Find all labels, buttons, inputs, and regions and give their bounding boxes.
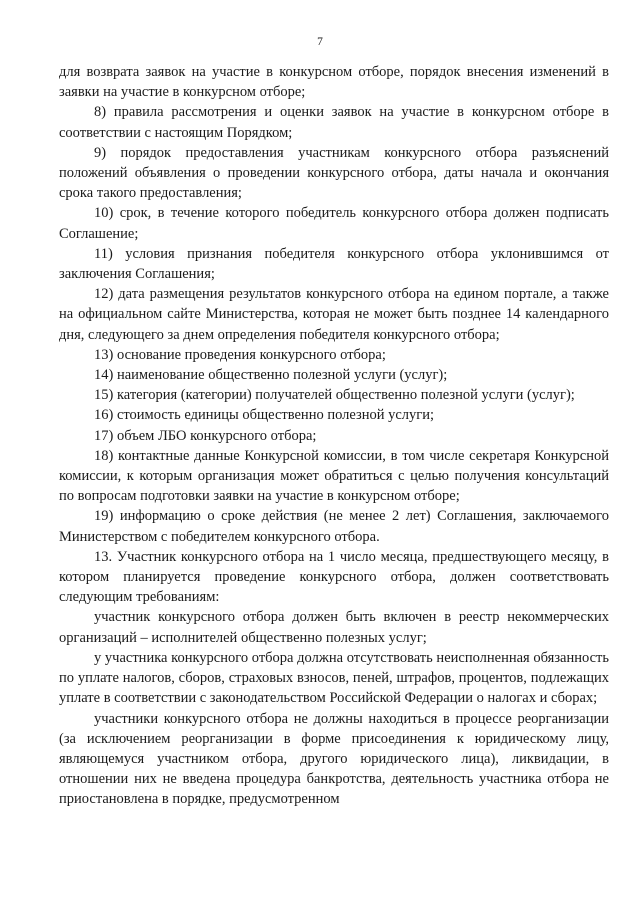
paragraph: участник конкурсного отбора должен быть включен в реестр некоммерческих организаций – исполнителей общественно полезных услуг; — [59, 609, 609, 646]
paragraph: 12) дата размещения результатов конкурсного отбора на едином портале, а также на официальном сайте Министерства, которая не может быть позднее 14 календарного дня, следующего за днем определения победителя конкурсного отбора; — [59, 286, 609, 343]
paragraph: 14) наименование общественно полезной услуги (услуг); — [94, 367, 448, 384]
paragraph: 10) срок, в течение которого победитель конкурсного отбора должен подписать Соглашение; — [59, 205, 609, 242]
paragraph: 18) контактные данные Конкурсной комиссии, в том числе секретаря Конкурсной комиссии, к которым организация может обратиться с целью получения консультаций по вопросам подготовки заявки на участие в конкурсном отборе; — [59, 447, 609, 505]
paragraph: 15) категория (категории) получателей общественно полезной услуги (услуг); — [94, 387, 575, 404]
paragraph: 13. Участник конкурсного отбора на 1 число месяца, предшествующего месяцу, в котором планируется проведение конкурсного отбора, должен соответствовать следующим требованиям: — [59, 548, 609, 606]
paragraph: 19) информацию о сроке действия (не менее 2 лет) Соглашения, заключаемого Министерством с победителем конкурсного отбора. — [59, 508, 609, 545]
page-number: 7 — [317, 36, 323, 48]
paragraph: 16) стоимость единицы общественно полезной услуги; — [94, 407, 435, 424]
paragraph: у участника конкурсного отбора должна отсутствовать неисполненная обязанность по уплате налогов, сборов, страховых взносов, пеней, штрафов, процентов, подлежащих уплате в соответствии с законодательством Российской Федерации о налогах и сборах; — [59, 649, 609, 707]
document-body — [59, 62, 609, 810]
paragraph: 8) правила рассмотрения и оценки заявок на участие в конкурсном отборе в соответствии с настоящим Порядком; — [59, 104, 609, 141]
paragraph: участники конкурсного отбора не должны находиться в процессе реорганизации (за исключением реорганизации в форме присоединения к юридическому лицу, являющемуся участником отбора, другого юридического лица), ликвидации, в отношении них не введена процедура банкротства, деятельность участника отбора не приостановлена в порядке, предусмотренном — [59, 710, 609, 808]
paragraph: 9) порядок предоставления участникам конкурсного отбора разъяснений положений объявления о проведении конкурсного отбора, даты начала и окончания срока такого предоставления; — [59, 144, 609, 202]
paragraph: для возврата заявок на участие в конкурсном отборе, порядок внесения изменений в заявки на участие в конкурсном отборе; — [59, 64, 609, 101]
paragraph: 11) условия признания победителя конкурсного отбора уклонившимся от заключения Соглашения; — [59, 245, 609, 283]
paragraph: 17) объем ЛБО конкурсного отбора; — [94, 427, 317, 444]
paragraph: 13) основание проведения конкурсного отбора; — [94, 346, 386, 363]
